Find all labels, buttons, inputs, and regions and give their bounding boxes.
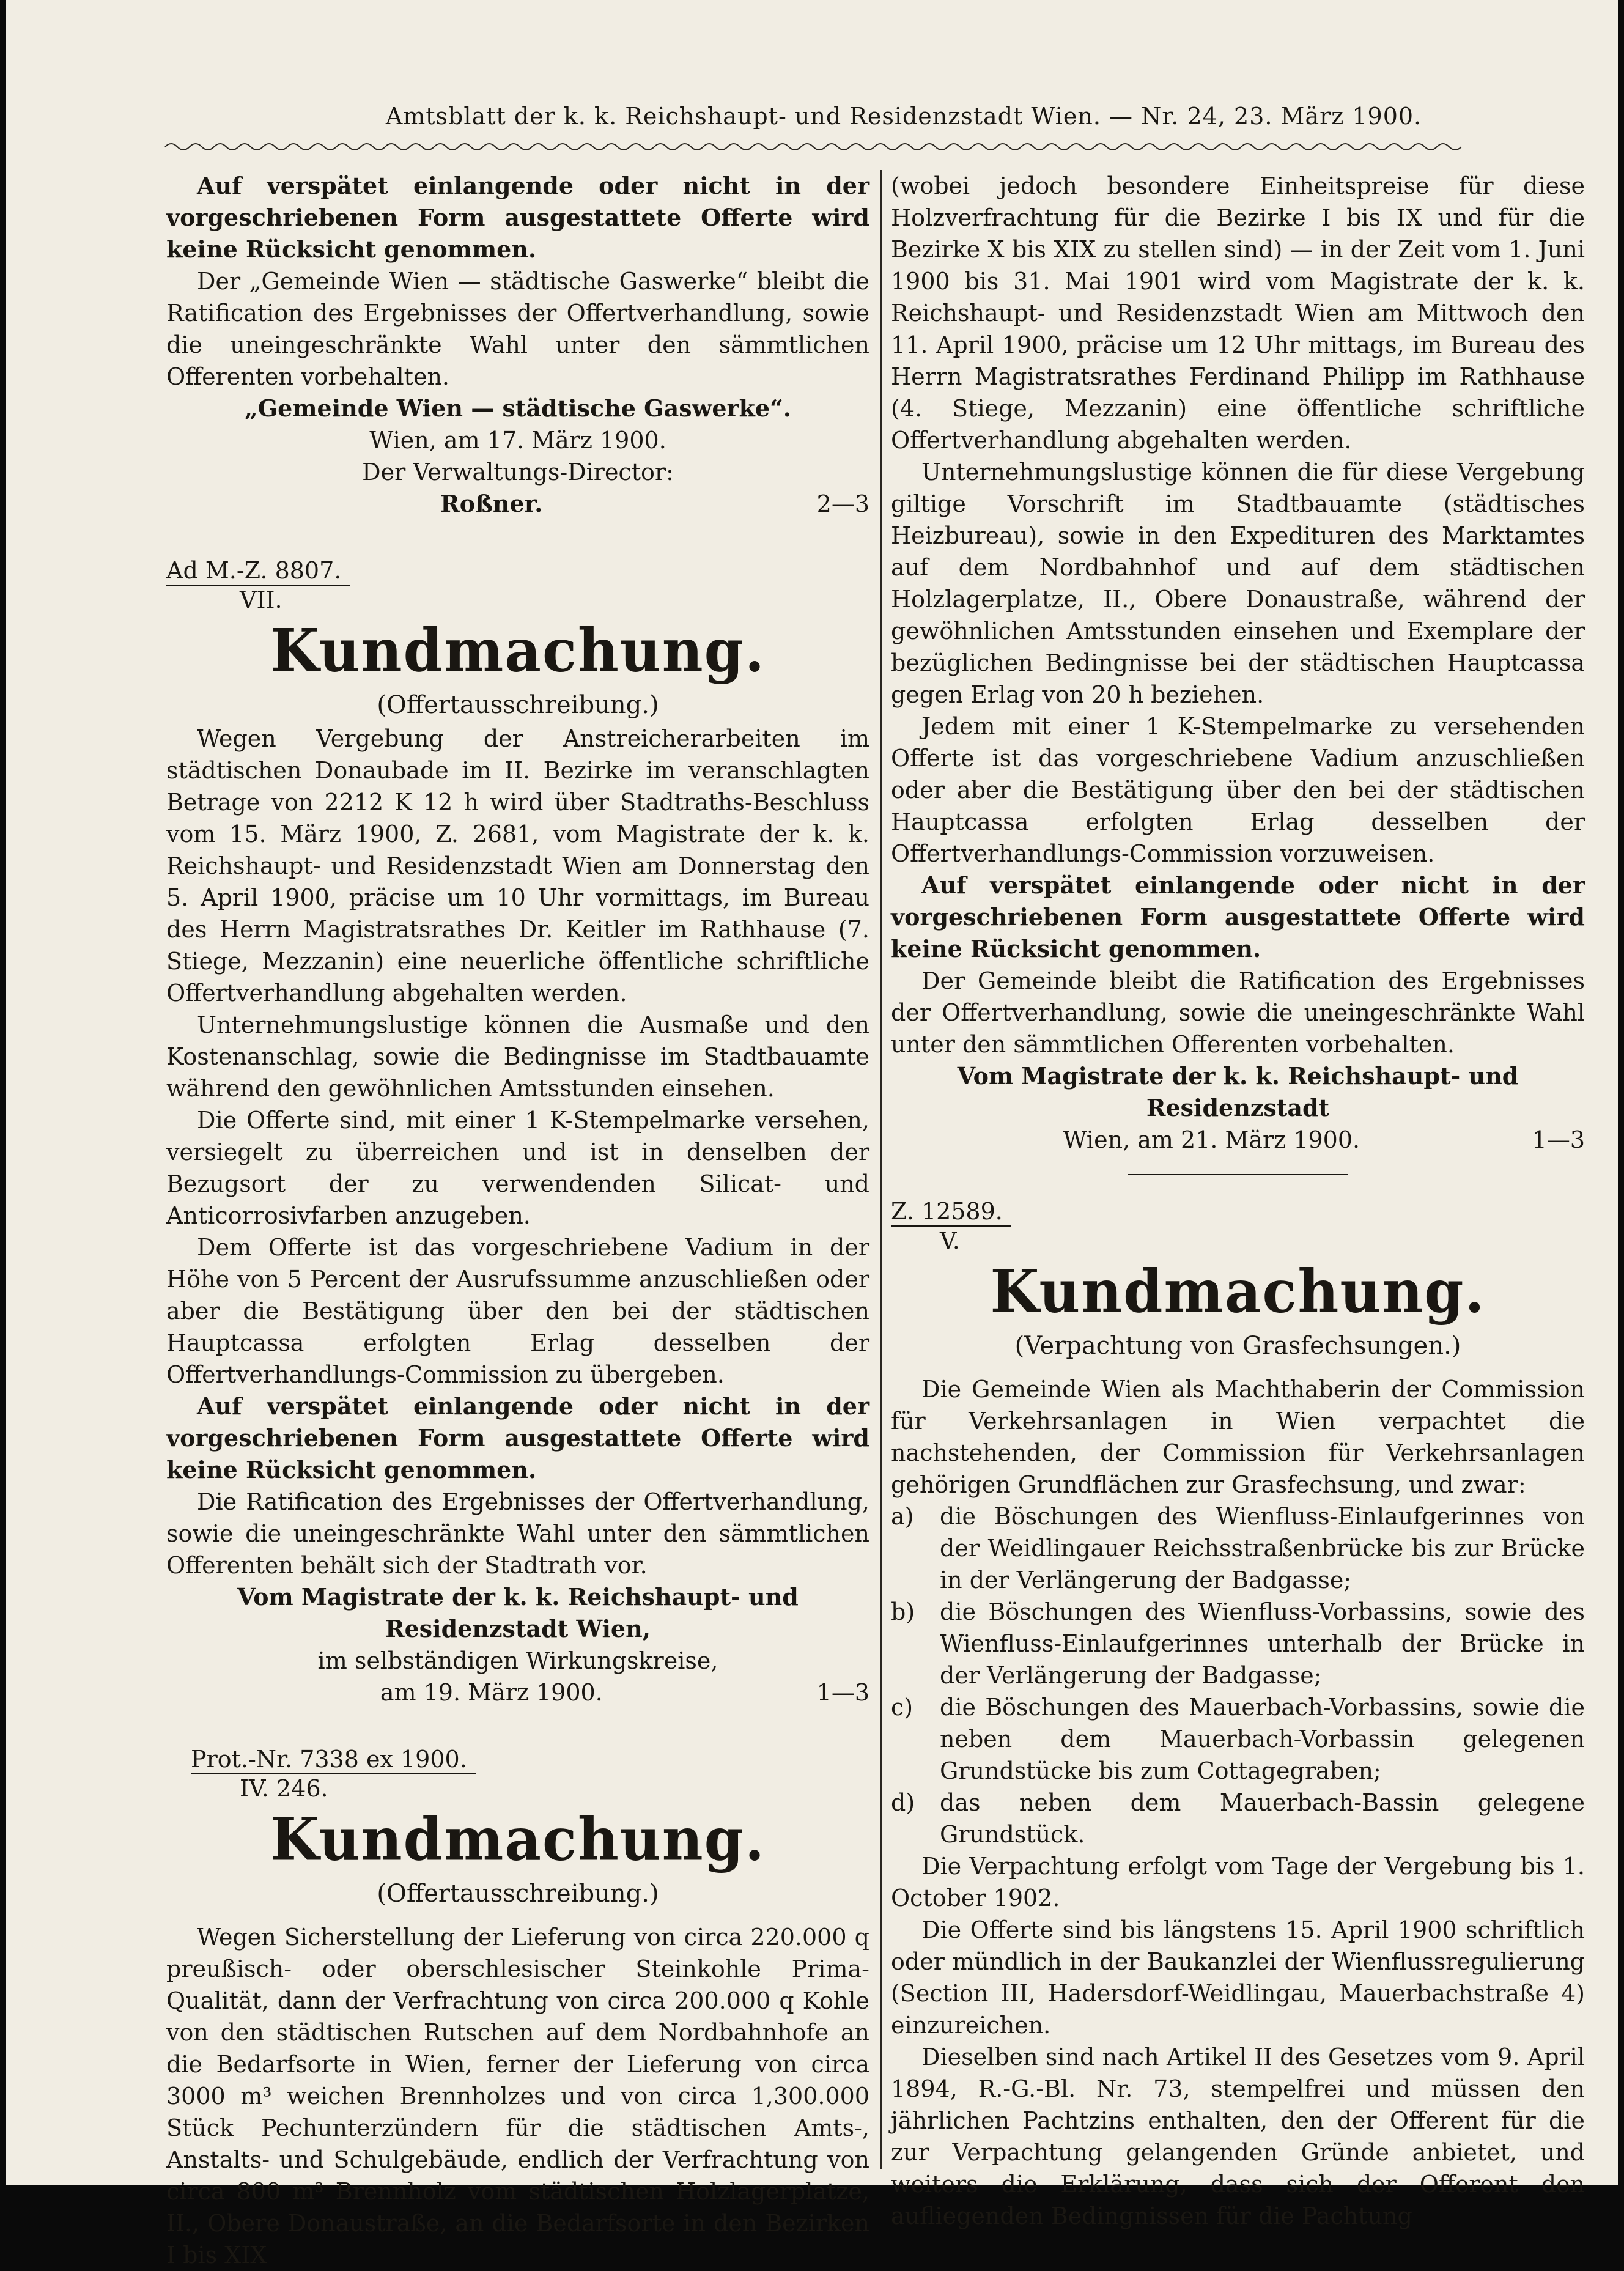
kundmachung-3 [891, 1197, 1585, 2232]
list-item: d) das neben dem Mauerbach-Bassin gelegene Grundstück. [891, 1789, 1585, 1848]
signature-row [166, 488, 869, 520]
notice-subtitle: (Verpachtung von Grasfechsungen.) [1014, 1332, 1461, 1360]
insertion-number: 1—3 [816, 1679, 869, 1706]
dateline: Wien, am 21. März 1900. [1063, 1126, 1360, 1153]
notice-paragraph: Auf verspätet einlangende oder nicht in der vorgeschriebenen Form ausgestattete Offerte wird keine Rücksicht genommen. [166, 172, 869, 263]
running-header: Amtsblatt der k. k. Reichshaupt- und Residenzstadt Wien. — Nr. 24, 23. März 1900. [385, 103, 1422, 130]
kundmachung-2-continued [891, 170, 1585, 1175]
section-rule [1128, 1174, 1348, 1175]
section-number: VII. [240, 586, 282, 613]
notice-paragraph: Die Gemeinde Wien als Machthaberin der Commission für Verkehrsanlagen in Wien verpachtet die nachstehenden, der Commission für Verkehrsanlagen gehörigen Grundflächen zur Grasfechsung, und zwar: [891, 1376, 1585, 1498]
left-column [166, 170, 869, 2269]
insertion-number: 2—3 [816, 490, 869, 517]
notice-paragraph: Unternehmungslustige können die für diese Vergebung giltige Vorschrift im Stadtbauamte (städtisches Heizbureau), sowie in den Expedituren des Marktamtes auf dem Nordbahnhof und auf dem städtischen Holzlagerplatze, II., Obere Donaustraße, während der gewöhnlichen Amtsstunden einsehen und Exemplare der bezüglichen Bedingnisse bei der städtischen Hauptcassa gegen Erlag von 20 h beziehen. [891, 459, 1585, 708]
notice-paragraph: Wegen Vergebung der Anstreicherarbeiten im städtischen Donaubade im II. Bezirke im veranschlagten Betrage von 2212 K 12 h wird über Stadtraths-Beschluss vom 15. März 1900, Z. 2681, vom Magistrate der k. k. Reichshaupt- und Residenzstadt Wien am Donnerstag den 5. April 1900, präcise um 10 Uhr vormittags, im Bureau des Herrn Magistratsrathes Dr. Keitler im Rathhause (7. Stiege, Mezzanin) eine neuerliche öffentliche schriftliche Offertverhandlung abgehalten werden. [166, 725, 869, 1006]
dateline: am 19. März 1900. [380, 1679, 603, 1706]
newspaper-page [6, 0, 1618, 2269]
notice-paragraph: Jedem mit einer 1 K-Stempelmarke zu versehenden Offerte ist das vorgeschriebene Vadium anzuschließen oder aber die Bestätigung über den bei der städtischen Hauptcassa erfolgten Erlag desselben der Offertverhandlungs-Commission vorzuweisen. [891, 713, 1585, 867]
notice-paragraph: Unternehmungslustige können die Ausmaße und den Kostenanschlag, sowie die Bedingnisse im Stadtbauamte während den gewöhnlichen Amtsstunden einsehen. [166, 1011, 869, 1102]
notice-paragraph: Dem Offerte ist das vorgeschriebene Vadium in der Höhe von 5 Percent der Ausrufssumme anzuschließen oder aber die Bestätigung über den bei der städtischen Hauptcassa erfolgten Erlag desselben der Offertverhandlungs-Commission zu übergeben. [166, 1234, 869, 1388]
column-divider [880, 170, 882, 2169]
section-number: IV. 246. [240, 1775, 328, 1802]
notice-subtitle: (Offertausschreibung.) [377, 1880, 659, 1908]
notice-paragraph: Die Offerte sind, mit einer 1 K-Stempelmarke versehen, versiegelt zu überreichen und ist in denselben der Bezugsort der zu verwendenden Silicat- und Anticorrosivfarben anzugeben. [166, 1107, 869, 1229]
insertion-number: 1—3 [1532, 1126, 1585, 1153]
wavy-rule [165, 139, 1467, 154]
gas-notice-end [166, 170, 869, 520]
notice-paragraph: Die Verpachtung erfolgt vom Tage der Vergebung bis 1. October 1902. [891, 1853, 1585, 1911]
notice-paragraph: Der Gemeinde bleibt die Ratification des Ergebnisses der Offertverhandlung, sowie die uneingeschränkte Wahl unter den sämmtlichen Offerenten vorbehalten. [891, 967, 1585, 1058]
kundmachung-2 [166, 1745, 869, 2271]
list-item: c) die Böschungen des Mauerbach-Vorbassins, sowie die neben dem Mauerbach-Vorbassin gelegenen Grundstücke bis zum Cottagegraben; [891, 1694, 1585, 1784]
issuer: „Gemeinde Wien — städtische Gaswerke“. [244, 394, 792, 422]
section-number: V. [940, 1227, 960, 1254]
list-item: a) die Böschungen des Wienfluss-Einlaufgerinnes von der Weidlingauer Reichsstraßenbrücke bis zur Brücke in der Verlängerung der Badgasse; [891, 1503, 1585, 1593]
issuer-scope: im selbständigen Wirkungskreise, [317, 1647, 718, 1674]
notice-paragraph: Dieselben sind nach Artikel II des Gesetzes vom 9. April 1894, R.-G.-Bl. Nr. 73, stempelfrei und müssen den jährlichen Pachtzins enthalten, den der Offerent für die zur Verpachtung gelangenden Gründe anbietet, und weiters die Erklärung, dass sich der Offerent den aufliegenden Bedingnissen für die Pachtung [891, 2044, 1585, 2229]
notice-paragraph: Der „Gemeinde Wien — städtische Gaswerke“ bleibt die Ratification des Ergebnisses der Offertverhandlung, sowie die uneingeschränkte Wahl unter den sämmtlichen Offerenten vorbehalten. [166, 268, 869, 390]
dateline-row [166, 1677, 869, 1708]
reference-number: Ad M.-Z. 8807. [166, 556, 869, 586]
notice-title: Kundmachung. [990, 1257, 1486, 1326]
notice-paragraph: (wobei jedoch besondere Einheitspreise für diese Holzverfrachtung für die Bezirke I bis IX und für die Bezirke X bis XIX zu stellen sind) — in der Zeit vom 1. Juni 1900 bis 31. Mai 1901 wird vom Magistrate der k. k. Reichshaupt- und Residenzstadt Wien am Mittwoch den 11. April 1900, präcise um 12 Uhr mittags, im Bureau des Herrn Magistratsrathes Ferdinand Philipp im Rathhause (4. Stiege, Mezzanin) eine öffentliche schriftliche Offertverhandlung abgehalten werden. [891, 172, 1585, 454]
notice-paragraph: Wegen Sicherstellung der Lieferung von circa 220.000 q preußisch- oder oberschlesischer Steinkohle Prima-Qualität, dann der Verfrachtung von circa 200.000 q Kohle von den städtischen Rutschen auf dem Nordbahnhofe an die Bedarfsorte in Wien, ferner der Lieferung von circa 3000 m³ weichen Brennholzes und von circa 1,300.000 Stück Pechunterzündern für die städtischen Amts-, Anstalts- und Schulgebäude, endlich der Verfrachtung von circa 800 m³ Brennholz vom städtischen Holzlagerplatze, II., Obere Donaustraße, an die Bedarfsorte in den Bezirken I bis XIX [166, 1924, 869, 2269]
signer-role: Der Verwaltungs-Director: [362, 459, 674, 486]
notice-title: Kundmachung. [270, 1804, 766, 1874]
dateline-row [891, 1124, 1585, 1156]
notice-paragraph: Die Offerte sind bis längstens 15. April 1900 schriftlich oder mündlich in der Baukanzlei der Wienflussregulierung (Section III, Hadersdorf-Weidlingau, Mauerbachstraße 4) einzureichen. [891, 1916, 1585, 2039]
reference-number: Prot.-Nr. 7338 ex 1900. [166, 1745, 869, 1774]
notice-paragraph: Auf verspätet einlangende oder nicht in der vorgeschriebenen Form ausgestattete Offerte wird keine Rücksicht genommen. [891, 871, 1585, 962]
list-item: b) die Böschungen des Wienfluss-Vorbassins, sowie des Wienfluss-Einlaufgerinnes unterhalb der Brücke in der Verlängerung der Badgasse; [891, 1598, 1585, 1689]
kundmachung-1 [166, 556, 869, 1708]
issuer: Vom Magistrate der k. k. Reichshaupt- und Residenzstadt Wien, [237, 1583, 799, 1642]
notice-subtitle: (Offertausschreibung.) [377, 691, 659, 719]
signer-name: Roßner. [440, 490, 543, 517]
dateline: Wien, am 17. März 1900. [369, 427, 666, 454]
issuer: Vom Magistrate der k. k. Reichshaupt- und Residenzstadt [957, 1062, 1519, 1121]
right-column [891, 170, 1585, 2229]
notice-paragraph: Auf verspätet einlangende oder nicht in der vorgeschriebenen Form ausgestattete Offerte wird keine Rücksicht genommen. [166, 1392, 869, 1483]
reference-number: Z. 12589. [891, 1197, 1585, 1227]
notice-paragraph: Die Ratification des Ergebnisses der Offertverhandlung, sowie die uneingeschränkte Wahl unter den sämmtlichen Offerenten behält sich der Stadtrath vor. [166, 1488, 869, 1579]
notice-title: Kundmachung. [270, 616, 766, 685]
